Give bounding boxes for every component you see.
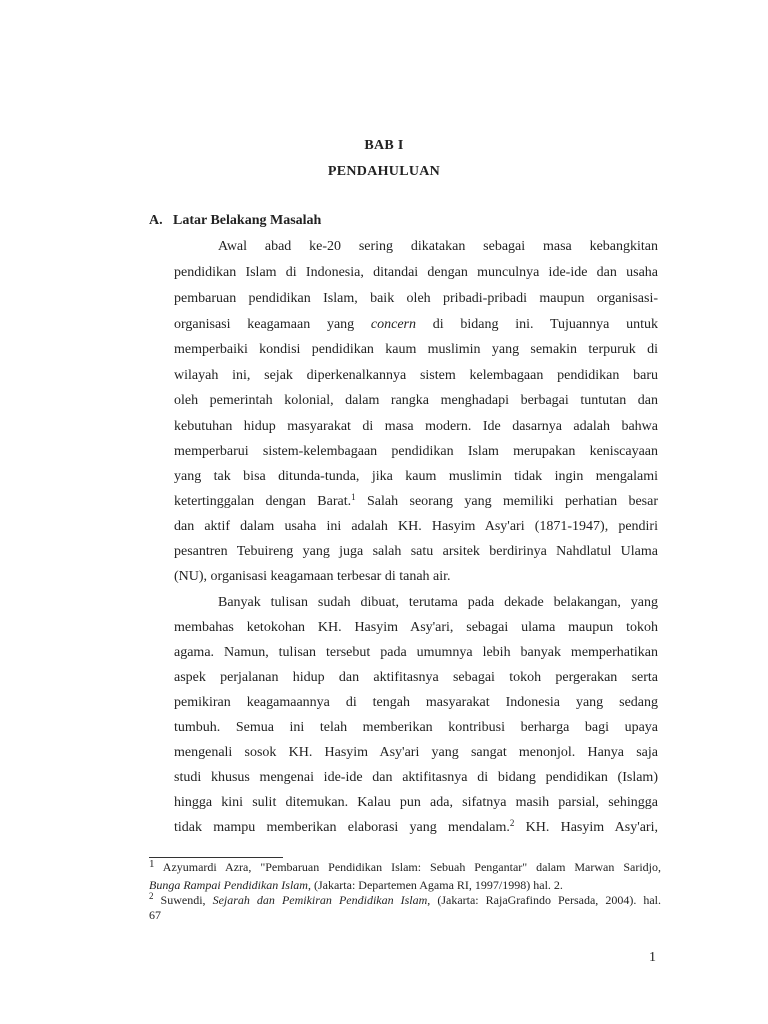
footnote-2-line-2: 67: [149, 908, 161, 922]
line-text: KH. Hasyim Asy'ari,: [514, 820, 658, 835]
footnote-separator: [149, 857, 283, 858]
italic-term: concern: [370, 317, 416, 332]
page-number: 1: [649, 950, 656, 965]
footnote-1-line-1: [149, 860, 661, 874]
paragraph-line: membahas ketokohan KH. Hasyim Asy'ari, sebagai ulama maupun tokoh: [174, 620, 658, 635]
paragraph-line: kebutuhan hidup masyarakat di masa modern. Ide dasarnya adalah bahwa: [174, 419, 658, 434]
paragraph-line: pesantren Tebuireng yang juga salah satu arsitek berdirinya Nahdlatul Ulama: [174, 544, 658, 559]
paragraph-line: memperbaiki kondisi pendidikan kaum muslimin yang semakin terpuruk di: [174, 342, 658, 357]
footnote-ref-2[interactable]: 2: [509, 818, 515, 828]
section-letter: A.: [149, 213, 163, 228]
paragraph-line: memperbarui sistem-kelembagaan pendidikan Islam merupakan keniscayaan: [174, 444, 658, 459]
line-text: di bidang ini. Tujuannya untuk: [416, 317, 658, 332]
paragraph-line: yang tak bisa ditunda-tunda, jika kaum muslimin tidak ingin mengalami: [174, 469, 658, 484]
paragraph-line: pendidikan Islam di Indonesia, ditandai dengan munculnya ide-ide dan usaha: [174, 265, 658, 280]
footnote-text: , (Jakarta: Departemen Agama RI, 1997/1998) hal. 2.: [307, 878, 563, 892]
footnote-marker: 2: [149, 891, 154, 901]
footnote-marker: 1: [149, 858, 155, 870]
line-text: ketertinggalan dengan Barat.: [174, 494, 352, 509]
paragraph-line: [174, 818, 658, 838]
chapter-title: PENDAHULUAN: [327, 164, 441, 179]
paragraph-line: studi khusus mengenai ide-ide dan aktifitasnya di bidang pendidikan (Islam): [174, 770, 658, 785]
paragraph-line: [174, 315, 658, 335]
footnote-1-line-2: [149, 878, 661, 892]
paragraph-line: Awal abad ke-20 sering dikatakan sebagai masa kebangkitan: [218, 239, 658, 254]
paragraph-line: Banyak tulisan sudah dibuat, terutama pada dekade belakangan, yang: [218, 595, 658, 610]
footnote-text: Azyumardi Azra, "Pembaruan Pendidikan Islam: Sebuah Pengantar" dalam Marwan Saridjo,: [154, 860, 661, 874]
paragraph-line: mengenali sosok KH. Hasyim Asy'ari yang sangat menonjol. Hanya saja: [174, 745, 658, 760]
paragraph-line: aspek perjalanan hidup dan aktifitasnya sebagai tokoh pergerakan serta: [174, 670, 658, 685]
paragraph-line: dan aktif dalam usaha ini adalah KH. Hasyim Asy'ari (1871-1947), pendiri: [174, 519, 658, 534]
paragraph-line: (NU), organisasi keagamaan terbesar di tanah air.: [174, 569, 451, 584]
paragraph-line: hingga kini sulit ditemukan. Kalau pun ada, sifatnya masih parsial, sehingga: [174, 795, 658, 810]
paragraph-line: tumbuh. Semua ini telah memberikan kontribusi berharga bagi upaya: [174, 720, 658, 735]
footnote-2-line-1: [149, 893, 661, 907]
footnote-book-title: Sejarah dan Pemikiran Pendidikan Islam: [212, 893, 428, 907]
paragraph-line: agama. Namun, tulisan tersebut pada umumnya lebih banyak memperhatikan: [174, 645, 658, 660]
footnote-ref-1[interactable]: 1: [351, 492, 356, 502]
paragraph-line: pemikiran keagamaannya di tengah masyarakat Indonesia yang sedang: [174, 695, 658, 710]
paragraph-line: wilayah ini, sejak diperkenalkannya sistem kelembagaan pendidikan baru: [174, 368, 658, 383]
line-text: Salah seorang yang memiliki perhatian besar: [355, 494, 658, 509]
line-text: organisasi keagamaan yang: [174, 317, 371, 332]
paragraph-line: [174, 492, 658, 512]
section-heading: [149, 213, 321, 229]
paragraph-line: pembaruan pendidikan Islam, baik oleh pribadi-pribadi maupun organisasi-: [174, 291, 658, 306]
footnote-text: Suwendi,: [153, 893, 213, 907]
footnote-book-title: Bunga Rampai Pendidikan Islam: [149, 878, 308, 892]
footnote-text: , (Jakarta: RajaGrafindo Persada, 2004). hal.: [427, 893, 662, 907]
line-text: tidak mampu memberikan elaborasi yang mendalam.: [174, 820, 510, 835]
section-title: Latar Belakang Masalah: [173, 213, 322, 228]
chapter-number: BAB I: [364, 138, 404, 153]
paragraph-line: oleh pemerintah kolonial, dalam rangka menghadapi berbagai tuntutan dan: [174, 393, 658, 408]
